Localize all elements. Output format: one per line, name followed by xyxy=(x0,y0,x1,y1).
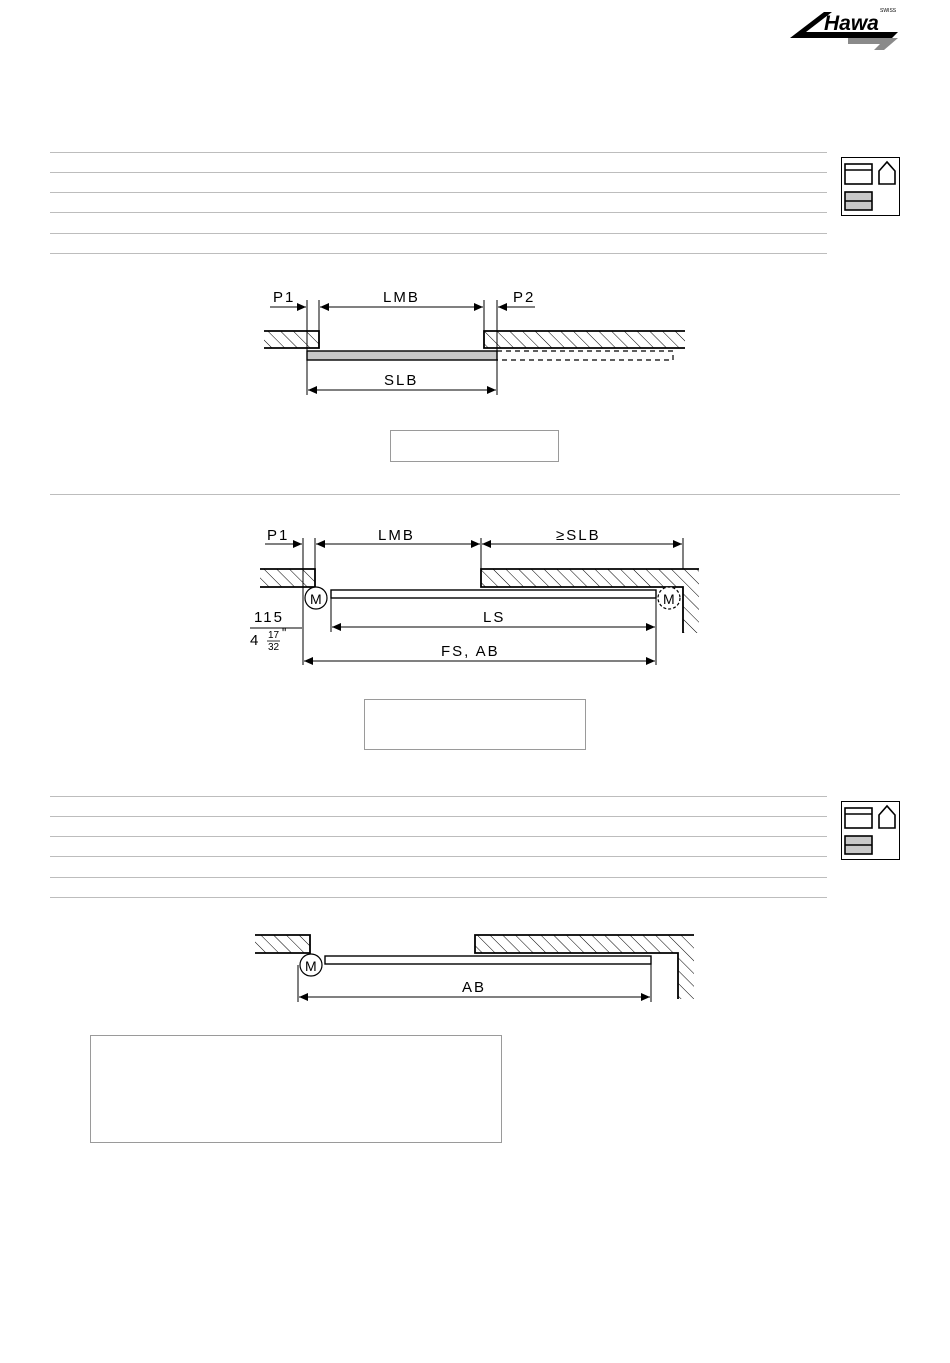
motor-label: M xyxy=(305,958,317,974)
label-ls: LS xyxy=(483,609,506,626)
logo-sub: SWISS xyxy=(880,8,897,14)
label-lmb: LMB xyxy=(378,527,415,544)
label-offset-mm: 115 xyxy=(254,609,284,626)
label-inch-mark: " xyxy=(282,626,287,640)
note-box-3 xyxy=(90,1035,502,1143)
label-slb-min: ≥SLB xyxy=(556,527,601,544)
motor-right-label: M xyxy=(663,591,675,607)
logo-text: Hawa xyxy=(824,12,879,35)
label-offset-in-whole: 4 xyxy=(250,632,261,649)
label-offset-in-num: 17 xyxy=(268,630,280,641)
label-p1: P1 xyxy=(267,527,290,544)
door-leaf xyxy=(325,956,651,964)
label-offset-in-den: 32 xyxy=(268,642,280,653)
label-p2: P2 xyxy=(513,289,536,306)
motor-left-label: M xyxy=(310,591,322,607)
label-lmb: LMB xyxy=(383,289,420,306)
label-p1: P1 xyxy=(273,289,296,306)
label-ab: AB xyxy=(462,979,487,996)
label-slb: SLB xyxy=(384,372,419,389)
label-fs-ab: FS, AB xyxy=(441,643,500,660)
